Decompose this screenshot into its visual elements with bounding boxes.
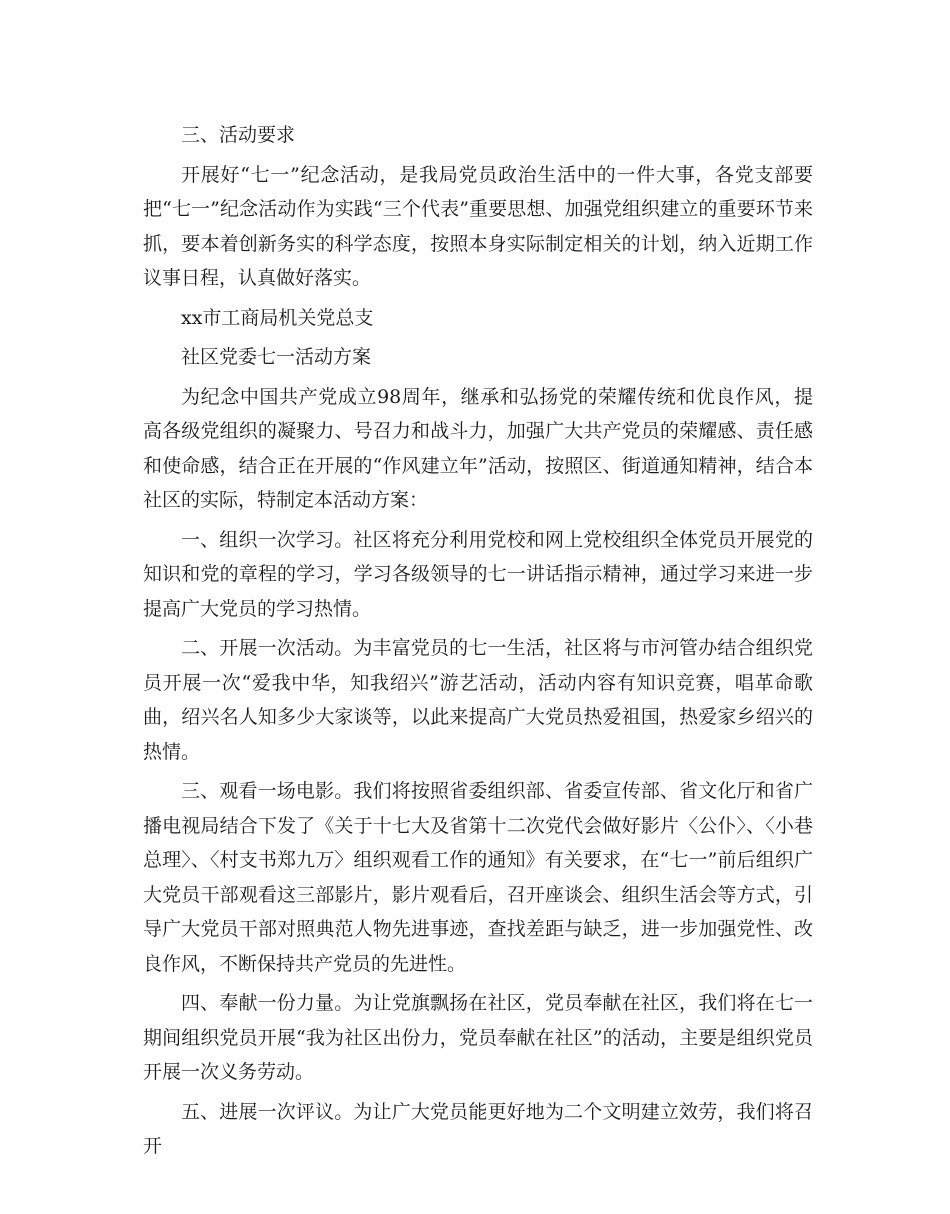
item-review-paragraph: 五、进展一次评议。为让广大党员能更好地为二个文明建立效劳，我们将召开 [143,1100,813,1157]
signature-line: xx市工商局机关党总支 [181,306,374,329]
item-study-paragraph: 一、组织一次学习。社区将充分利用党校和网上党校组织全体党员开展党的知识和党的章程的学习，学习各级领导的七一讲话指示精神，通过学习来进一步提高广大党员的学习热情。 [143,528,813,620]
document-body [143,118,813,1169]
section-heading: 三、活动要求 [181,124,296,146]
item-movie-paragraph: 三、观看一场电影。我们将按照省委组织部、省委宣传部、省文化厅和省广播电视局结合下发了《关于十七大及省第十二次党代会做好影片〈公仆〉、〈小巷总理〉、〈村支书郑九万〉组织观看工作的通知》有关要求，在“七一”前后组织广大党员干部观看这三部影片，影片观看后，召开座谈会、组织生活会等方式，引导广大党员干部对照典范人物先进事迹，查找差距与缺乏，进一步加强党性、改良作风，不断保持共产党员的先进性。 [143,780,813,975]
item-contribution-paragraph: 四、奉献一份力量。为让党旗飘扬在社区，党员奉献在社区，我们将在七一期间组织党员开展“我为社区出份力，党员奉献在社区”的活动，主要是组织党员开展一次义务劳动。 [143,992,813,1083]
plan-title: 社区党委七一活动方案 [181,346,372,368]
intro-paragraph: 为纪念中国共产党成立98周年，继承和弘扬党的荣耀传统和优良作风，提高各级党组织的凝聚力、号召力和战斗力，加强广大共产党员的荣耀感、责任感和使命感，结合正在开展的“作风建立年”活动，按照区、街道通知精神，结合本社区的实际，特制定本活动方案： [143,385,813,511]
requirements-paragraph: 开展好“七一”纪念活动，是我局党员政治生活中的一件大事，各党支部要把“七一”纪念活动作为实践“三个代表”重要思想、加强党组织建立的重要环节来抓，要本着创新务实的科学态度，按照本身实际制定相关的计划，纳入近期工作议事日程，认真做好落实。 [143,163,813,289]
item-activity-paragraph: 二、开展一次活动。为丰富党员的七一生活，社区将与市河管办结合组织党员开展一次“爱我中华，知我绍兴”游艺活动，活动内容有知识竞赛，唱革命歌曲，绍兴名人知多少大家谈等，以此来提高广大党员热爱祖国，热爱家乡绍兴的热情。 [143,637,813,763]
